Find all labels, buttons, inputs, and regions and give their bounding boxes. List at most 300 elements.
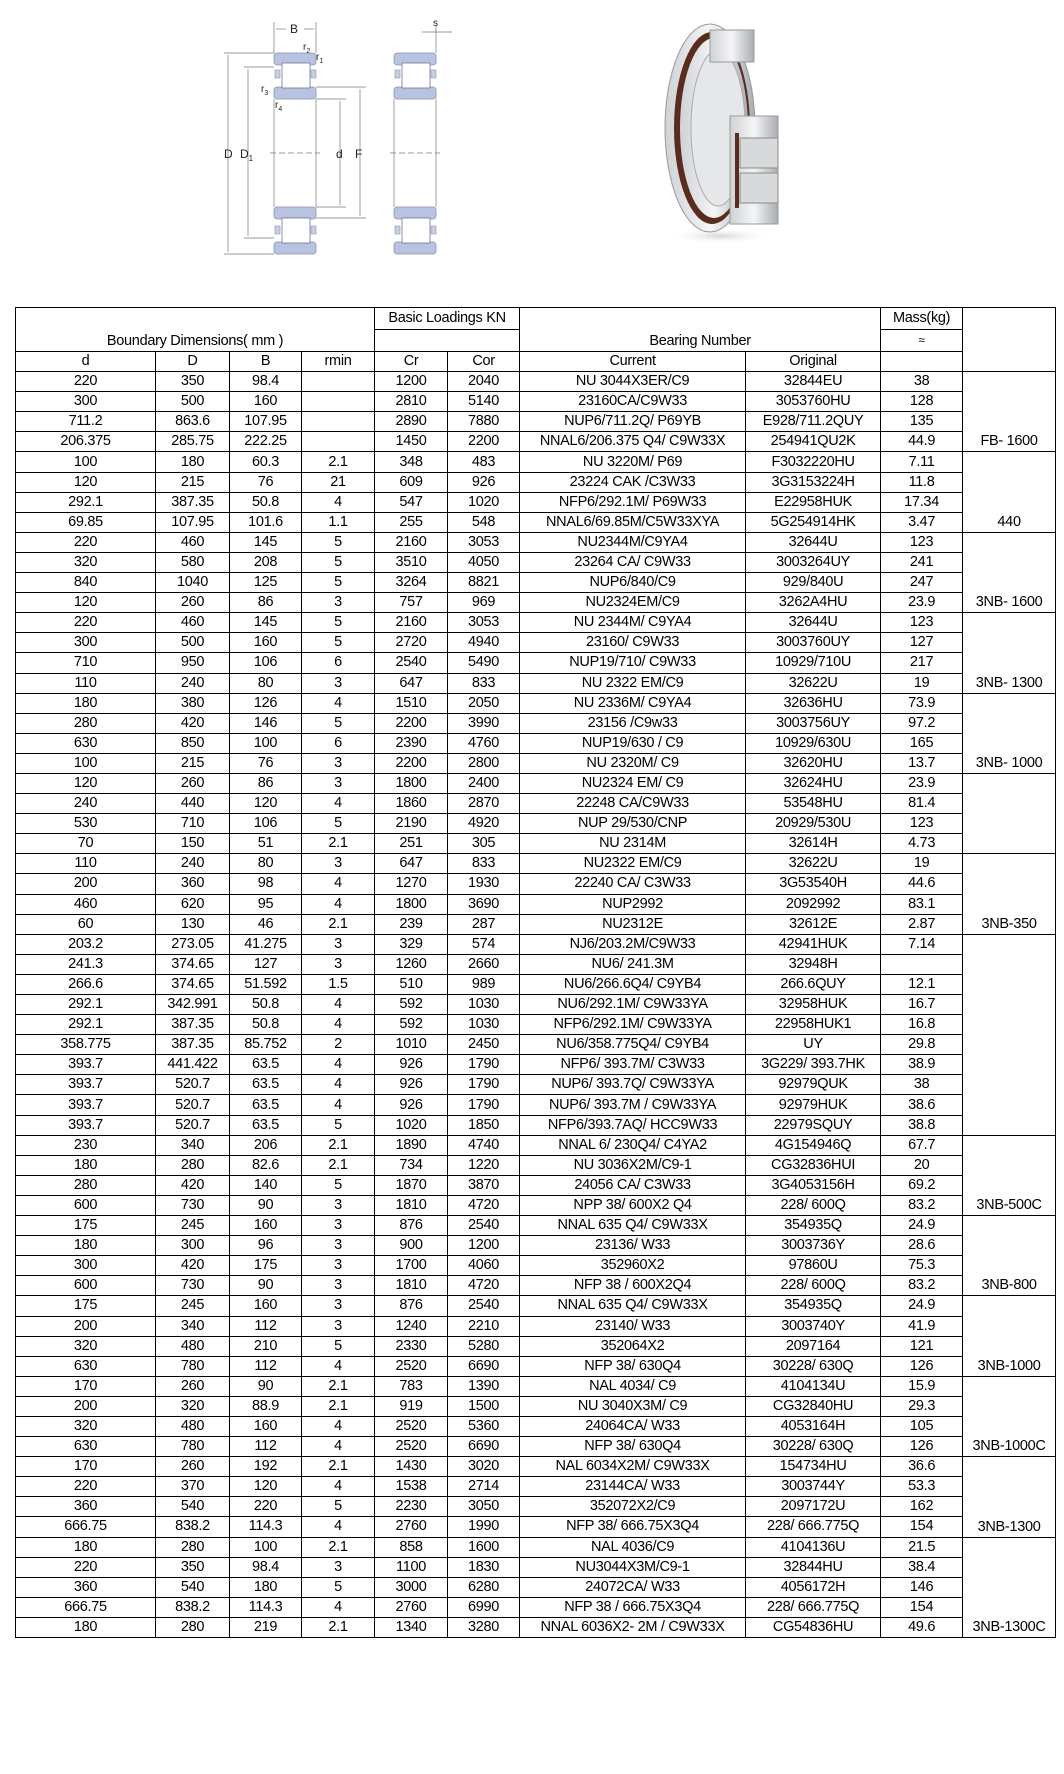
cell-mass: [881, 954, 963, 974]
cell-mass: 67.7: [881, 1135, 963, 1155]
cell-cr: 2540: [375, 653, 448, 673]
cell-B: 98.4: [230, 372, 302, 392]
cell-B: 220: [230, 1497, 302, 1517]
cell-mass: 73.9: [881, 693, 963, 713]
cell-cr: 329: [375, 934, 448, 954]
cell-rmin: 2.1: [302, 1537, 375, 1557]
table-row: [16, 372, 1056, 392]
cell-original: 32844HU: [746, 1557, 881, 1577]
cell-d: 460: [16, 894, 156, 914]
cell-original: 266.6QUY: [746, 974, 881, 994]
cell-D: 370: [156, 1477, 230, 1497]
col-header-rmin: rmin: [302, 352, 375, 372]
cell-d: 180: [16, 1236, 156, 1256]
cell-d: 280: [16, 1175, 156, 1195]
cell-mass: 81.4: [881, 794, 963, 814]
cell-rmin: 2.1: [302, 1617, 375, 1637]
cell-B: 222.25: [230, 432, 302, 452]
cell-D: 260: [156, 593, 230, 613]
cell-d: 120: [16, 472, 156, 492]
cell-mass: 128: [881, 392, 963, 412]
cell-mass: 105: [881, 1416, 963, 1436]
cell-current: NU 3036X2M/C9-1: [520, 1155, 746, 1175]
table-row: [16, 633, 1056, 653]
cell-cor: 4940: [448, 633, 520, 653]
cell-B: 206: [230, 1135, 302, 1155]
cell-B: 112: [230, 1316, 302, 1336]
table-row: [16, 1457, 1056, 1477]
cell-d: 292.1: [16, 995, 156, 1015]
cell-current: 23140/ W33: [520, 1316, 746, 1336]
dim-label-D1: $D_1$: [240, 147, 254, 163]
cell-D: 420: [156, 713, 230, 733]
cell-cr: 1538: [375, 1477, 448, 1497]
table-row: [16, 693, 1056, 713]
cell-cr: 2760: [375, 1597, 448, 1617]
cell-cor: 1930: [448, 874, 520, 894]
cell-D: 285.75: [156, 432, 230, 452]
cell-current: NNAL6/206.375 Q4/ C9W33X: [520, 432, 746, 452]
col-header-B: B: [230, 352, 302, 372]
cell-rmin: 5: [302, 1175, 375, 1195]
model-group-label: 440: [963, 452, 1056, 532]
cell-mass: 154: [881, 1517, 963, 1537]
cell-B: 100: [230, 733, 302, 753]
cell-D: 260: [156, 1457, 230, 1477]
cell-cor: 1200: [448, 1236, 520, 1256]
cell-mass: 38.9: [881, 1055, 963, 1075]
cell-original: 2092992: [746, 894, 881, 914]
cell-cr: 1870: [375, 1175, 448, 1195]
cell-cor: 3020: [448, 1457, 520, 1477]
cell-current: NNAL 6036X2- 2M / C9W33X: [520, 1617, 746, 1637]
cell-mass: 41.9: [881, 1316, 963, 1336]
model-group-label: [963, 934, 1056, 1135]
cell-B: 160: [230, 633, 302, 653]
cell-B: 101.6: [230, 512, 302, 532]
cell-D: 380: [156, 693, 230, 713]
cell-current: NU6/358.775Q4/ C9YB4: [520, 1035, 746, 1055]
table-row: [16, 834, 1056, 854]
cell-mass: 28.6: [881, 1236, 963, 1256]
table-row: [16, 1376, 1056, 1396]
table-row: [16, 552, 1056, 572]
cell-mass: 53.3: [881, 1477, 963, 1497]
cell-cr: 251: [375, 834, 448, 854]
cell-cor: 2540: [448, 1216, 520, 1236]
cell-cr: 1800: [375, 773, 448, 793]
cell-cor: 1790: [448, 1055, 520, 1075]
cell-D: 710: [156, 814, 230, 834]
cell-D: 838.2: [156, 1597, 230, 1617]
model-group-label: FB- 1600: [963, 372, 1056, 452]
cell-cr: 1860: [375, 794, 448, 814]
table-body: [16, 372, 1056, 1638]
cell-current: NNAL6/69.85M/C5W33XYA: [520, 512, 746, 532]
cell-cor: 1500: [448, 1396, 520, 1416]
cell-rmin: 4: [302, 794, 375, 814]
cell-d: 266.6: [16, 974, 156, 994]
cell-cor: 2050: [448, 693, 520, 713]
table-row: [16, 573, 1056, 593]
dim-label-F: F: [355, 147, 363, 161]
cell-original: 354935Q: [746, 1216, 881, 1236]
cell-cr: 1200: [375, 372, 448, 392]
cell-d: 230: [16, 1135, 156, 1155]
cell-mass: 127: [881, 633, 963, 653]
cell-current: NU2344M/C9YA4: [520, 532, 746, 552]
cell-cor: 2210: [448, 1316, 520, 1336]
col-header-original: Original: [746, 352, 881, 372]
cell-cor: 483: [448, 452, 520, 472]
cell-cr: 1240: [375, 1316, 448, 1336]
table-row: [16, 753, 1056, 773]
cell-cor: 833: [448, 854, 520, 874]
cell-original: 228/ 666.775Q: [746, 1517, 881, 1537]
cell-rmin: [302, 432, 375, 452]
cell-d: 220: [16, 532, 156, 552]
cell-cor: 969: [448, 593, 520, 613]
cell-D: 374.65: [156, 974, 230, 994]
cell-B: 82.6: [230, 1155, 302, 1175]
cell-B: 208: [230, 552, 302, 572]
cell-B: 90: [230, 1276, 302, 1296]
cell-D: 130: [156, 914, 230, 934]
dim-label-s: s: [433, 18, 438, 29]
cell-cor: 2714: [448, 1477, 520, 1497]
cell-rmin: 4: [302, 1075, 375, 1095]
cell-current: NUP6/711.2Q/ P69YB: [520, 412, 746, 432]
cell-d: 100: [16, 452, 156, 472]
cell-cr: 2890: [375, 412, 448, 432]
cell-rmin: 1.1: [302, 512, 375, 532]
cell-d: 170: [16, 1376, 156, 1396]
dim-label-r4: $r_4$: [275, 100, 283, 113]
cell-D: 500: [156, 392, 230, 412]
cell-current: NUP6/ 393.7M / C9W33YA: [520, 1095, 746, 1115]
basic-loadings-subheader: [375, 330, 520, 352]
table-row: [16, 1216, 1056, 1236]
cell-D: 460: [156, 613, 230, 633]
cell-D: 780: [156, 1356, 230, 1376]
cell-mass: 29.3: [881, 1396, 963, 1416]
cell-d: 630: [16, 1356, 156, 1376]
cell-D: 500: [156, 633, 230, 653]
cell-d: 360: [16, 1497, 156, 1517]
cell-cr: 547: [375, 492, 448, 512]
cell-rmin: 3: [302, 593, 375, 613]
cell-original: 92979QUK: [746, 1075, 881, 1095]
cell-current: 23160CA/C9W33: [520, 392, 746, 412]
cell-d: 666.75: [16, 1517, 156, 1537]
cell-d: 170: [16, 1457, 156, 1477]
cell-d: 630: [16, 1437, 156, 1457]
cell-rmin: 2.1: [302, 1135, 375, 1155]
cell-cr: 510: [375, 974, 448, 994]
cell-cor: 4720: [448, 1195, 520, 1215]
cell-current: NFP 38/ 630Q4: [520, 1356, 746, 1376]
cell-cr: 1700: [375, 1256, 448, 1276]
cell-cor: 1030: [448, 1015, 520, 1035]
cell-B: 112: [230, 1437, 302, 1457]
cell-cr: 1800: [375, 894, 448, 914]
cell-rmin: 4: [302, 1356, 375, 1376]
cell-D: 780: [156, 1437, 230, 1457]
cell-mass: 29.8: [881, 1035, 963, 1055]
cell-current: NU2324EM/C9: [520, 593, 746, 613]
cell-B: 106: [230, 814, 302, 834]
cell-original: 3053760HU: [746, 392, 881, 412]
cell-cr: 1890: [375, 1135, 448, 1155]
cell-original: CG54836HU: [746, 1617, 881, 1637]
cell-mass: 19: [881, 673, 963, 693]
cell-original: 32644U: [746, 532, 881, 552]
cell-B: 192: [230, 1457, 302, 1477]
cell-current: 24064CA/ W33: [520, 1416, 746, 1436]
table-row: [16, 894, 1056, 914]
cell-B: 63.5: [230, 1075, 302, 1095]
cell-mass: 123: [881, 532, 963, 552]
cell-mass: 44.6: [881, 874, 963, 894]
cell-original: 3003756UY: [746, 713, 881, 733]
cell-cor: 4760: [448, 733, 520, 753]
cell-d: 180: [16, 693, 156, 713]
cell-d: 393.7: [16, 1075, 156, 1095]
cell-original: 2097164: [746, 1336, 881, 1356]
cell-d: 120: [16, 773, 156, 793]
cell-original: 32622U: [746, 673, 881, 693]
cell-mass: 83.2: [881, 1276, 963, 1296]
cell-d: 175: [16, 1296, 156, 1316]
cell-d: 320: [16, 1336, 156, 1356]
cell-cr: 2520: [375, 1416, 448, 1436]
cell-cr: 1450: [375, 432, 448, 452]
cell-mass: 19: [881, 854, 963, 874]
cell-B: 76: [230, 472, 302, 492]
cell-cr: 647: [375, 673, 448, 693]
cell-cor: 5140: [448, 392, 520, 412]
bearing-number-header: Bearing Number: [520, 308, 881, 352]
cell-cr: 2520: [375, 1356, 448, 1376]
cell-original: 4053164H: [746, 1416, 881, 1436]
table-row: [16, 1517, 1056, 1537]
table-row: [16, 1557, 1056, 1577]
cell-B: 90: [230, 1195, 302, 1215]
cell-cor: 2870: [448, 794, 520, 814]
cell-D: 850: [156, 733, 230, 753]
cell-cor: 1600: [448, 1537, 520, 1557]
cell-d: 600: [16, 1195, 156, 1215]
cell-original: 10929/630U: [746, 733, 881, 753]
cell-d: 100: [16, 753, 156, 773]
model-group-label: 3NB- 1300: [963, 613, 1056, 693]
cell-cr: 647: [375, 854, 448, 874]
cell-original: 10929/710U: [746, 653, 881, 673]
cell-rmin: 3: [302, 954, 375, 974]
table-row: [16, 773, 1056, 793]
table-row: [16, 1195, 1056, 1215]
cell-cor: 5360: [448, 1416, 520, 1436]
cell-mass: 162: [881, 1497, 963, 1517]
cell-original: 32644U: [746, 613, 881, 633]
cell-cor: 8821: [448, 573, 520, 593]
cell-d: 241.3: [16, 954, 156, 974]
cell-current: NU6/ 241.3M: [520, 954, 746, 974]
cell-rmin: 3: [302, 854, 375, 874]
table-row: [16, 392, 1056, 412]
cell-d: 180: [16, 1617, 156, 1637]
cell-B: 98.4: [230, 1557, 302, 1577]
dim-label-r2: $r_2$: [303, 42, 311, 55]
cell-current: 23264 CA/ C9W33: [520, 552, 746, 572]
cell-B: 95: [230, 894, 302, 914]
cell-D: 480: [156, 1416, 230, 1436]
cell-d: 358.775: [16, 1035, 156, 1055]
mass-header: Mass(kg): [881, 308, 963, 330]
cell-mass: 36.6: [881, 1457, 963, 1477]
cell-current: NU 3220M/ P69: [520, 452, 746, 472]
cell-mass: 38.8: [881, 1115, 963, 1135]
cell-current: 24072CA/ W33: [520, 1577, 746, 1597]
cell-rmin: 4: [302, 1517, 375, 1537]
cell-d: 710: [16, 653, 156, 673]
cell-original: 32620HU: [746, 753, 881, 773]
cell-rmin: 6: [302, 733, 375, 753]
model-group-label: 3NB-500C: [963, 1135, 1056, 1215]
table-row: [16, 934, 1056, 954]
cell-original: E928/711.2QUY: [746, 412, 881, 432]
cell-rmin: 5: [302, 814, 375, 834]
cell-B: 127: [230, 954, 302, 974]
cell-mass: 49.6: [881, 1617, 963, 1637]
cell-current: 352072X2/C9: [520, 1497, 746, 1517]
cell-D: 340: [156, 1135, 230, 1155]
cell-B: 46: [230, 914, 302, 934]
cell-current: NFP 38 / 600X2Q4: [520, 1276, 746, 1296]
cell-d: 110: [16, 673, 156, 693]
cell-rmin: [302, 412, 375, 432]
table-row: [16, 1055, 1056, 1075]
cell-cor: 4920: [448, 814, 520, 834]
cell-mass: 38.4: [881, 1557, 963, 1577]
cell-B: 145: [230, 613, 302, 633]
cell-mass: 23.9: [881, 773, 963, 793]
cell-current: NPP 38/ 600X2 Q4: [520, 1195, 746, 1215]
cell-mass: 97.2: [881, 713, 963, 733]
cell-D: 387.35: [156, 1035, 230, 1055]
cell-original: UY: [746, 1035, 881, 1055]
cell-mass: 11.8: [881, 472, 963, 492]
cell-cr: 926: [375, 1055, 448, 1075]
cell-original: 92979HUK: [746, 1095, 881, 1115]
cell-rmin: 3: [302, 934, 375, 954]
cell-D: 863.6: [156, 412, 230, 432]
cell-mass: 121: [881, 1336, 963, 1356]
cell-cr: 1270: [375, 874, 448, 894]
cell-D: 215: [156, 753, 230, 773]
cell-d: 320: [16, 552, 156, 572]
cell-cr: 734: [375, 1155, 448, 1175]
dim-label-d: d: [336, 147, 343, 161]
cell-B: 88.9: [230, 1396, 302, 1416]
cell-current: NU2324 EM/ C9: [520, 773, 746, 793]
cell-cor: 4720: [448, 1276, 520, 1296]
cell-mass: 83.2: [881, 1195, 963, 1215]
cell-D: 360: [156, 874, 230, 894]
cell-D: 215: [156, 472, 230, 492]
cell-original: E22958HUK: [746, 492, 881, 512]
cell-current: 24056 CA/ C3W33: [520, 1175, 746, 1195]
cell-rmin: 3: [302, 773, 375, 793]
cell-d: 240: [16, 794, 156, 814]
cell-B: 140: [230, 1175, 302, 1195]
cell-cor: 548: [448, 512, 520, 532]
cell-original: 5G254914HK: [746, 512, 881, 532]
cell-original: 354935Q: [746, 1296, 881, 1316]
cell-cr: 3510: [375, 552, 448, 572]
cell-d: 360: [16, 1577, 156, 1597]
table-row: [16, 1497, 1056, 1517]
cell-cr: 3264: [375, 573, 448, 593]
table-row: [16, 1577, 1056, 1597]
cell-mass: 146: [881, 1577, 963, 1597]
table-row: [16, 1075, 1056, 1095]
cell-cor: 3050: [448, 1497, 520, 1517]
bearing-specification-table: [15, 307, 1056, 1638]
cell-cr: 926: [375, 1075, 448, 1095]
cell-original: F3032220HU: [746, 452, 881, 472]
cell-rmin: 3: [302, 1276, 375, 1296]
cell-D: 420: [156, 1175, 230, 1195]
cell-cor: 1790: [448, 1095, 520, 1115]
cell-D: 107.95: [156, 512, 230, 532]
cell-current: NU3044X3M/C9-1: [520, 1557, 746, 1577]
cell-original: 4G154946Q: [746, 1135, 881, 1155]
cell-rmin: 2.1: [302, 1396, 375, 1416]
cell-original: 3262A4HU: [746, 593, 881, 613]
dim-label-B: B: [290, 22, 299, 36]
model-header-blank: [963, 308, 1056, 372]
cell-D: 280: [156, 1537, 230, 1557]
cell-d: 292.1: [16, 492, 156, 512]
cell-cor: 1030: [448, 995, 520, 1015]
dim-label-D: D: [224, 147, 233, 161]
cell-current: NU 2344M/ C9YA4: [520, 613, 746, 633]
cell-cr: 2760: [375, 1517, 448, 1537]
cell-original: 3003744Y: [746, 1477, 881, 1497]
cell-D: 440: [156, 794, 230, 814]
cell-d: 60: [16, 914, 156, 934]
cell-cor: 1830: [448, 1557, 520, 1577]
cell-B: 120: [230, 1477, 302, 1497]
cell-cr: 2190: [375, 814, 448, 834]
table-row: [16, 1015, 1056, 1035]
cell-d: 120: [16, 593, 156, 613]
cell-B: 175: [230, 1256, 302, 1276]
cell-original: 22958HUK1: [746, 1015, 881, 1035]
cell-original: 4104136U: [746, 1537, 881, 1557]
cell-cr: 876: [375, 1296, 448, 1316]
cell-D: 350: [156, 1557, 230, 1577]
cell-D: 180: [156, 452, 230, 472]
cell-rmin: 3: [302, 1296, 375, 1316]
cell-mass: 24.9: [881, 1296, 963, 1316]
table-row: [16, 1095, 1056, 1115]
table-row: [16, 1236, 1056, 1256]
cell-rmin: 2.1: [302, 452, 375, 472]
table-row: [16, 954, 1056, 974]
cell-B: 86: [230, 773, 302, 793]
